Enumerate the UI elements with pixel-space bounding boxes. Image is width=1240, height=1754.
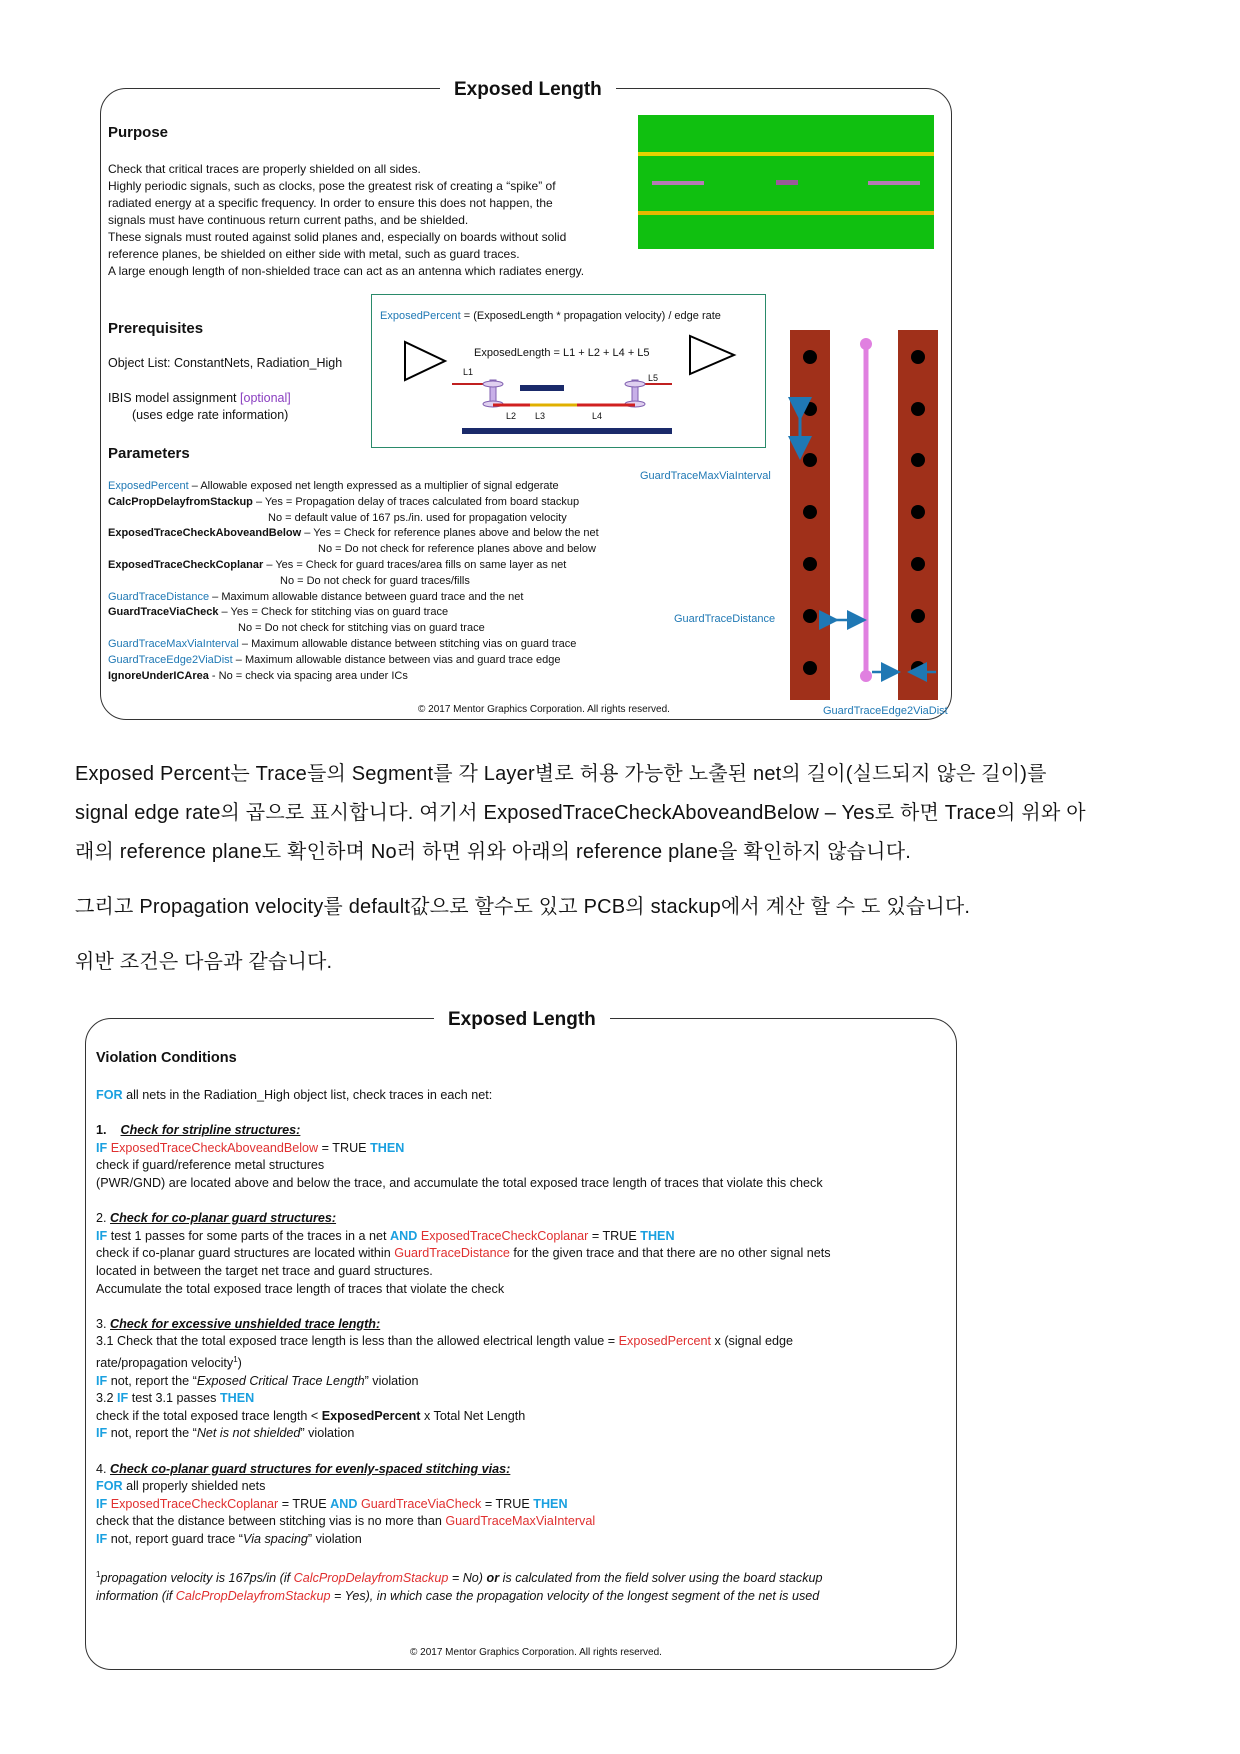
stitch-via [911, 609, 925, 623]
for-keyword: FOR [96, 1479, 123, 1494]
stitch-via [911, 557, 925, 571]
param-row [108, 495, 668, 511]
param-name: GuardTraceDistance [108, 590, 210, 603]
ibis-note: (uses edge rate information) [132, 408, 289, 422]
if-keyword: IF [96, 1373, 108, 1388]
param-desc: No = Do not check for stitching vias on guard trace [238, 622, 485, 635]
ibis-line [108, 391, 291, 405]
param-desc: – Yes = Check for stitching vias on guard trace [218, 606, 449, 619]
guard-trace-bottom [638, 211, 934, 215]
param-row [108, 653, 668, 669]
vc-text: x Total Net Length [420, 1408, 526, 1423]
vc-text: or [486, 1571, 500, 1586]
center-trace-mid [776, 180, 798, 185]
stitch-via [803, 350, 817, 364]
net-trace-end-top [860, 338, 872, 350]
seg-label-l3: L3 [535, 411, 546, 421]
section-1-title [96, 1122, 946, 1140]
param-desc: – Maximum allowable distance between stitching vias on guard trace [238, 637, 577, 650]
copyright-1: © 2017 Mentor Graphics Corporation. All rights reserved. [418, 704, 670, 715]
param-name: CalcPropDelayfromStackup [108, 495, 253, 508]
vc-param: CalcPropDelayfromStackup [175, 1589, 331, 1603]
vc-line [96, 1140, 946, 1158]
if-keyword: IF [96, 1532, 108, 1547]
vc-line [96, 1373, 946, 1391]
center-trace-left [652, 181, 704, 185]
guard-trace-top [638, 152, 934, 156]
section-2-title [96, 1210, 946, 1228]
stitch-via [911, 350, 925, 364]
then-keyword: THEN [533, 1496, 568, 1511]
purpose-line: radiated energy at a specific frequency. In order to ensure this does not happen, the [108, 196, 553, 210]
vc-param: ExposedTraceCheckAboveandBelow [110, 1140, 319, 1155]
vc-text: 3.1 Check that the total exposed trace length is less than the allowed electrical length value = [96, 1334, 619, 1349]
vc-text: ” violation [300, 1426, 355, 1441]
stitch-via [911, 402, 925, 416]
stitch-via [803, 505, 817, 519]
vc-text: = TRUE [318, 1140, 371, 1155]
param-desc: – Maximum allowable distance between guard trace and the net [209, 590, 524, 603]
vc-line [96, 1408, 946, 1426]
guard-trace-diagram [788, 330, 938, 710]
vc-line [96, 1245, 946, 1263]
pcb-trace-image [638, 115, 934, 249]
param-row [108, 605, 668, 621]
vc-text: rate/propagation velocity [96, 1356, 234, 1371]
param-name: IgnoreUnderICArea [108, 669, 209, 682]
param-name: ExposedTraceCheckAboveandBelow [108, 527, 302, 540]
purpose-line: These signals must routed against solid planes and, especially on boards without solid [108, 230, 567, 244]
vc-line [96, 1390, 946, 1408]
parameters-heading: Parameters [108, 445, 190, 462]
center-trace-right [868, 181, 920, 185]
stitch-via [803, 557, 817, 571]
then-keyword: THEN [370, 1140, 405, 1155]
vc-text: check that the distance between stitching vias is no more than [96, 1514, 446, 1529]
stitch-via [803, 402, 817, 416]
if-keyword: IF [96, 1228, 108, 1243]
param-name: ExposedTraceCheckCoplanar [108, 558, 264, 571]
violation-conditions [96, 1087, 946, 1606]
purpose-line: Check that critical traces are properly shielded on all sides. [108, 162, 421, 176]
para-line: 래의 reference plane도 확인하며 No러 하면 위와 아래의 reference plane을 확인하지 않습니다. [75, 841, 911, 863]
purpose-heading: Purpose [108, 124, 169, 141]
param-row [108, 574, 668, 590]
vc-text: ” violation [307, 1532, 362, 1547]
param-row [108, 669, 668, 685]
top-plane [520, 385, 564, 391]
vc-line: check if guard/reference metal structures [96, 1158, 325, 1173]
via-pad-right-top [625, 381, 645, 387]
section-3-title [96, 1316, 946, 1334]
purpose-line: reference planes, be shielded on either side with metal, such as guard traces. [108, 247, 520, 261]
panel-1-title: Exposed Length [440, 79, 616, 101]
vc-line: (PWR/GND) are located above and below the trace, and accumulate the total exposed trace length of traces that violate this check [96, 1175, 823, 1190]
vc-line: Accumulate the total exposed trace length of traces that violate the check [96, 1281, 505, 1296]
vc-text: = TRUE [278, 1496, 331, 1511]
segment-diagram [372, 330, 762, 445]
section-num: 2. [96, 1211, 107, 1226]
vc-param: GuardTraceViaCheck [360, 1496, 482, 1511]
vc-param: CalcPropDelayfromStackup [293, 1571, 449, 1586]
section-title: Check for co-planar guard structures: [110, 1211, 337, 1226]
footnote-line-1 [96, 1566, 946, 1588]
vc-text: 3.2 [96, 1391, 118, 1406]
vc-param: ExposedTraceCheckCoplanar [420, 1228, 589, 1243]
vc-text: not, report the “ [107, 1373, 197, 1388]
purpose-text [108, 161, 628, 280]
purpose-line: Highly periodic signals, such as clocks, pose the greatest risk of creating a “spike” of [108, 179, 556, 193]
param-row [108, 542, 668, 558]
formula-term: ExposedPercent [380, 310, 461, 322]
seg-label-l4: L4 [592, 411, 603, 421]
vc-line [96, 1333, 946, 1351]
ibis-optional: [optional] [240, 391, 291, 405]
vc-text: Via spacing [243, 1532, 308, 1547]
panel-2-title: Exposed Length [434, 1009, 610, 1031]
stitch-via [803, 453, 817, 467]
param-name: ExposedPercent [108, 480, 189, 492]
vc-text: for the given trace and that there are no other signal nets [509, 1246, 831, 1261]
param-desc: No = Do not check for reference planes above and below [318, 543, 596, 556]
vc-text: propagation velocity is 167ps/in (if [100, 1571, 294, 1586]
param-desc: No = default value of 167 ps./in. used for propagation velocity [268, 511, 567, 524]
vc-text: not, report the “ [107, 1426, 197, 1441]
param-desc: - No = check via spacing area under ICs [208, 669, 408, 682]
vc-param: ExposedPercent [618, 1334, 712, 1349]
vc-text: test 3.1 passes [128, 1391, 220, 1406]
vc-param: GuardTraceMaxViaInterval [445, 1514, 596, 1529]
param-name: GuardTraceViaCheck [108, 606, 219, 619]
stitch-via [803, 661, 817, 675]
section-num: 4. [96, 1461, 107, 1476]
vc-text: x (signal edge [711, 1334, 793, 1349]
korean-paragraph-1 [75, 755, 1175, 872]
footnote-num: 1 [96, 1570, 101, 1580]
param-row [108, 479, 668, 495]
max-via-interval-label: GuardTraceMaxViaInterval [640, 470, 771, 482]
param-row [108, 526, 668, 542]
seg-label-l5: L5 [648, 373, 659, 383]
and-keyword: AND [330, 1496, 358, 1511]
vc-text: = Yes), in which case the propagation velocity of the longest segment of the net is used [330, 1589, 820, 1603]
section-title: Check for stripline structures: [120, 1123, 301, 1138]
vc-line [96, 1496, 946, 1514]
if-keyword: IF [96, 1496, 108, 1511]
ibis-text: IBIS model assignment [108, 391, 237, 405]
stitch-via [911, 453, 925, 467]
korean-paragraph-3: 위반 조건은 다음과 같습니다. [75, 951, 333, 973]
driver-triangle [405, 342, 445, 380]
vc-text: Exposed Critical Trace Length [196, 1373, 365, 1388]
vc-text: = TRUE [588, 1228, 641, 1243]
param-desc: No = Do not check for guard traces/fills [280, 574, 470, 587]
param-desc: – Maximum allowable distance between vias and guard trace edge [232, 653, 561, 666]
stitch-via [911, 505, 925, 519]
section-4-title [96, 1461, 946, 1479]
prereq-heading: Prerequisites [108, 320, 204, 337]
length-formula: ExposedLength = L1 + L2 + L4 + L5 [474, 347, 650, 359]
vc-line [96, 1531, 946, 1549]
param-desc: – Yes = Check for reference planes above and below the net [301, 527, 599, 540]
param-desc: – Yes = Check for guard traces/area fills on same layer as net [263, 558, 567, 571]
parameter-list [108, 479, 668, 684]
if-keyword: IF [117, 1391, 129, 1406]
seg-label-l2: L2 [506, 411, 517, 421]
stitch-via [803, 609, 817, 623]
formula-rest: = (ExposedLength * propagation velocity) / edge rate [460, 310, 721, 322]
vc-param: GuardTraceDistance [394, 1246, 510, 1261]
section-num: 1. [96, 1123, 107, 1138]
formula-line [380, 309, 721, 325]
vc-text: ) [237, 1356, 242, 1371]
section-title: Check for excessive unshielded trace length: [110, 1316, 381, 1331]
param-name: GuardTraceMaxViaInterval [108, 637, 239, 650]
param-row [108, 621, 668, 637]
vc-text: all nets in the Radiation_High object list, check traces in each net: [122, 1088, 493, 1102]
para-line: Exposed Percent는 Trace들의 Segment를 각 Layer별로 허용 가능한 노출된 net의 길이(실드되지 않은 길이)를 [75, 763, 1047, 785]
edge2via-label: GuardTraceEdge2ViaDist [823, 705, 948, 717]
and-keyword: AND [390, 1228, 418, 1243]
violation-heading: Violation Conditions [96, 1050, 237, 1066]
then-keyword: THEN [219, 1391, 255, 1406]
vc-text: information (if [96, 1589, 176, 1603]
vc-text: ” violation [364, 1373, 419, 1388]
vc-text: Net is not shielded [196, 1426, 301, 1441]
vc-line [96, 1425, 946, 1443]
purpose-line: A large enough length of non-shielded trace can act as an antenna which radiates energy. [108, 264, 585, 278]
footnote-ref: 1 [233, 1354, 238, 1364]
vc-text: is calculated from the field solver using the board stackup [499, 1571, 823, 1586]
vc-text: all properly shielded nets [122, 1479, 266, 1494]
vc-line [96, 1513, 946, 1531]
vc-text: = No) [448, 1571, 487, 1586]
vc-text: check if the total exposed trace length < [96, 1408, 322, 1423]
object-list: Object List: ConstantNets, Radiation_High [108, 356, 343, 370]
param-row [108, 558, 668, 574]
param-row [108, 511, 668, 527]
via-pad-left-top [483, 381, 503, 387]
vc-intro [96, 1087, 946, 1105]
para-line: signal edge rate의 곱으로 표시합니다. 여기서 ExposedTraceCheckAboveandBelow – Yes로 하면 Trace의 위와 아 [75, 802, 1086, 824]
param-row [108, 590, 668, 606]
for-keyword: FOR [96, 1088, 123, 1102]
param-desc: – Allowable exposed net length expressed as a multiplier of signal edgerate [188, 480, 559, 492]
vc-line: located in between the target net trace and guard structures. [96, 1263, 433, 1278]
vc-line [96, 1228, 946, 1246]
if-keyword: IF [96, 1426, 108, 1441]
vc-line [96, 1478, 946, 1496]
if-keyword: IF [96, 1140, 108, 1155]
purpose-line: signals must have continuous return current paths, and be shielded. [108, 213, 469, 227]
vc-param: ExposedPercent [321, 1408, 421, 1423]
net-trace-end-bottom [860, 670, 872, 682]
param-row [108, 637, 668, 653]
param-desc: – Yes = Propagation delay of traces calculated from board stackup [252, 495, 580, 508]
vc-text: not, report guard trace “ [107, 1532, 244, 1547]
bottom-plane [462, 428, 672, 434]
section-title: Check co-planar guard structures for evenly-spaced stitching vias: [110, 1461, 511, 1476]
seg-label-l1: L1 [463, 367, 474, 377]
copyright-2: © 2017 Mentor Graphics Corporation. All rights reserved. [410, 1647, 662, 1658]
vc-text: check if co-planar guard structures are located within [96, 1246, 395, 1261]
korean-paragraph-2: 그리고 Propagation velocity를 default값으로 할수도 있고 PCB의 stackup에서 계산 할 수 도 있습니다. [75, 896, 971, 918]
footnote-line-2 [96, 1588, 946, 1606]
then-keyword: THEN [640, 1228, 675, 1243]
vc-param: ExposedTraceCheckCoplanar [110, 1496, 279, 1511]
vc-text: test 1 passes for some parts of the traces in a net [107, 1228, 391, 1243]
guard-distance-label: GuardTraceDistance [674, 613, 776, 625]
vc-text: = TRUE [481, 1496, 534, 1511]
param-name: GuardTraceEdge2ViaDist [108, 653, 233, 666]
vc-line [96, 1351, 946, 1373]
section-num: 3. [96, 1316, 107, 1331]
receiver-triangle [690, 336, 734, 374]
